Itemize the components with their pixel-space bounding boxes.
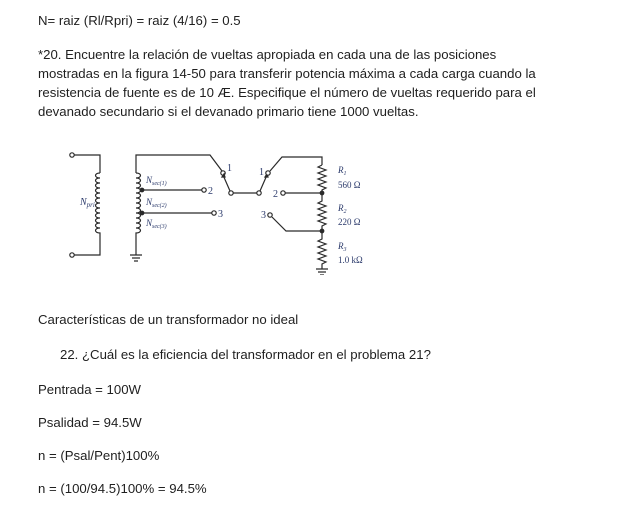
resistor-2-value: 220 Ω: [338, 217, 361, 227]
formula-turns-ratio: N= raiz (Rl/Rpri) = raiz (4/16) = 0.5: [38, 13, 241, 28]
resistor-1-name: $R_1$: [338, 165, 347, 177]
resistor-3-name: $R_3$: [338, 241, 347, 253]
resistor-1-value: 560 Ω: [338, 180, 361, 190]
left-switch: [222, 174, 257, 195]
section-heading: Características de un transformador no ideal: [38, 312, 299, 327]
secondary-label-2: $N_{sec(2)}$: [146, 197, 167, 209]
right-switch-pos-2: 2: [273, 189, 278, 200]
problem-20-text: [38, 45, 598, 121]
right-switch: [257, 157, 322, 231]
answer-input-power: Pentrada = 100W: [38, 382, 142, 397]
problem-20-line: devanado secundario si el devanado primario tiene 1000 vueltas.: [38, 104, 419, 119]
answer-efficiency-result: n = (100/94.5)100% = 94.5%: [38, 481, 207, 496]
resistor-ladder: [316, 165, 328, 275]
secondary-label-3: $N_{sec(3)}$: [146, 218, 167, 230]
left-switch-pos-3: 3: [218, 209, 223, 220]
problem-22-text: 22. ¿Cuál es la eficiencia del transformador en el problema 21?: [60, 347, 431, 362]
problem-20-line: *20. Encuentre la relación de vueltas apropiada en cada una de las posiciones: [38, 47, 497, 62]
right-switch-pos-1: 1: [259, 167, 264, 178]
left-switch-pos-2: 2: [208, 186, 213, 197]
primary-label: $N_{pri}$: [80, 197, 95, 209]
problem-20-line: mostradas en la figura 14-50 para transferir potencia máxima a cada carga cuando la: [38, 66, 536, 81]
left-switch-pos-1: 1: [227, 163, 232, 174]
answer-efficiency-formula: n = (Psal/Pent)100%: [38, 448, 160, 463]
resistor-2-name: $R_2$: [338, 203, 347, 215]
secondary-winding: [130, 155, 225, 261]
answer-output-power: Psalidad = 94.5W: [38, 415, 142, 430]
secondary-label-1: $N_{sec(1)}$: [146, 175, 167, 187]
resistor-3-value: 1.0 kΩ: [338, 255, 363, 265]
right-switch-pos-3: 3: [261, 210, 266, 221]
problem-20-line: resistencia de fuente es de 10 Æ. Especifique el número de vueltas requerido para el: [38, 85, 536, 100]
transformer-circuit-figure: [60, 143, 390, 275]
